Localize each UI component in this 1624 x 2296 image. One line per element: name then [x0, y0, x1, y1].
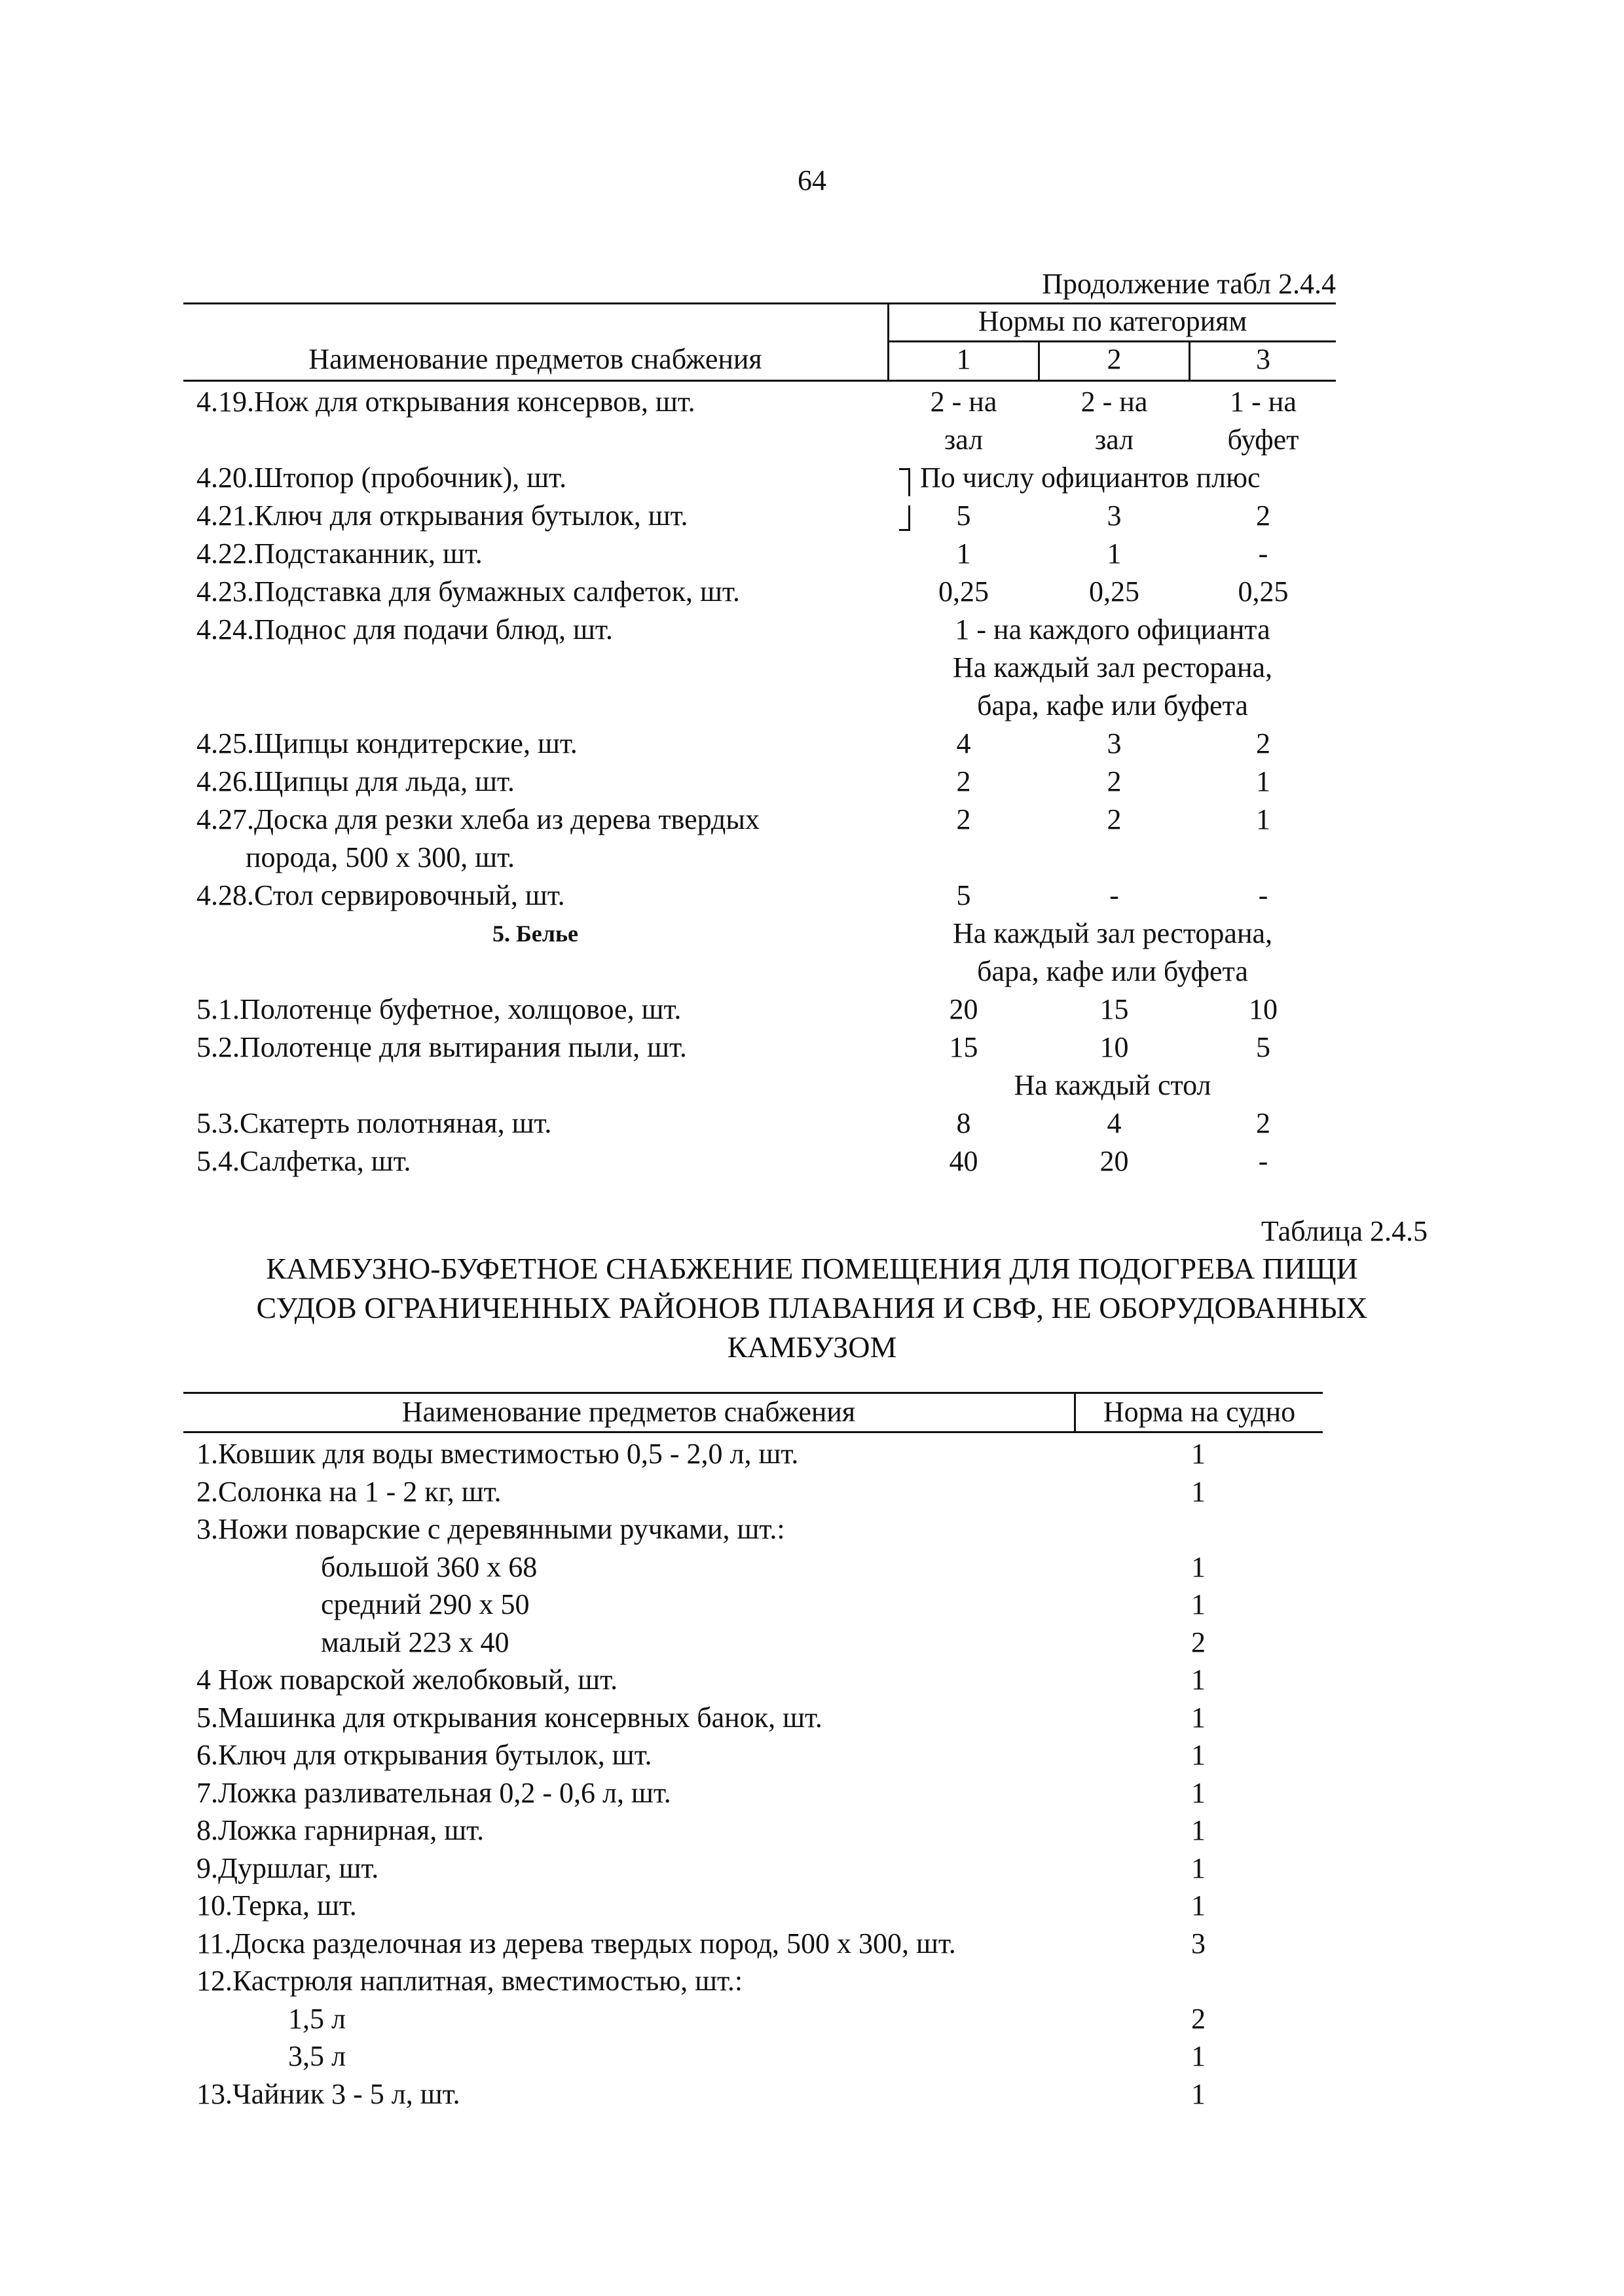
table1-caption: Продолжение табл 2.4.4: [1042, 268, 1336, 300]
table1-header-group: Нормы по категориям: [978, 305, 1247, 337]
table1-row-name: 4.26.Щипцы для льда, шт.: [196, 765, 515, 797]
table2-row-norm: 1: [1191, 1476, 1206, 1508]
page-number: 64: [798, 164, 826, 196]
table1-row-c3: 2: [1256, 727, 1270, 759]
table1-row-name: 4.23.Подставка для бумажных салфеток, шт.: [196, 575, 740, 608]
table2-header-norm: Норма на судно: [1103, 1396, 1296, 1428]
table2-row-name: 12.Кастрюля наплитная, вместимостью, шт.:: [196, 1965, 743, 1997]
table1-row-name: 4.27.Доска для резки хлеба из дерева твердых: [196, 803, 760, 835]
table1-row-span: По числу официантов плюс: [920, 462, 1261, 494]
table1-row-c3: 10: [1249, 993, 1278, 1025]
table1-row-c2: -: [1109, 879, 1119, 911]
table1-row-c2: зал: [1094, 424, 1134, 456]
table2-header-bottom-rule: [183, 1431, 1323, 1433]
table1-row-name: 4.25.Щипцы кондитерские, шт.: [196, 727, 578, 759]
table1-row-c1: зал: [944, 424, 984, 456]
table2-row-name: 13.Чайник 3 - 5 л, шт.: [196, 2078, 460, 2110]
table2-row-name: 2.Солонка на 1 - 2 кг, шт.: [196, 1476, 502, 1508]
table2-row-norm: 1: [1191, 1702, 1206, 1734]
table1-row-name: 4.28.Стол сервировочный, шт.: [196, 879, 565, 911]
table1-row-c1: 5: [956, 500, 971, 532]
table1-row-c3: -: [1258, 538, 1268, 570]
table1-row-c1: 0,25: [938, 575, 989, 608]
table1-row-span: На каждый стол: [1014, 1069, 1211, 1101]
table1-row-name: 5.2.Полотенце для вытирания пыли, шт.: [196, 1031, 687, 1063]
table1-row-name: 5.1.Полотенце буфетное, холщовое, шт.: [196, 993, 682, 1025]
table1-row-c3: буфет: [1227, 424, 1299, 456]
table1-row-name: 4.20.Штопор (пробочник), шт.: [196, 462, 567, 494]
table1-row-c2: 15: [1099, 993, 1129, 1025]
table2-row-name: 5.Машинка для открывания консервных банок, шт.: [196, 1702, 822, 1734]
table2-row-name: 1.Ковшик для воды вместимостью 0,5 - 2,0 л, шт.: [196, 1438, 799, 1470]
table2-row-name: малый 223 х 40: [321, 1626, 509, 1658]
table1-row-name: 5.3.Скатерть полотняная, шт.: [196, 1107, 552, 1139]
table1-row-c3: 2: [1256, 1107, 1270, 1139]
table1-row-span: бара, кафе или буфета: [977, 689, 1248, 721]
table2-row-name: 10.Терка, шт.: [196, 1889, 357, 1922]
table1-row-c3: 1: [1256, 765, 1270, 797]
table2-title-line-3: КАМБУЗОМ: [727, 1330, 897, 1364]
table2-row-norm: 1: [1191, 1664, 1206, 1696]
table2-row-name: большой 360 х 68: [321, 1551, 538, 1583]
table1-row-name: 4.24.Поднос для подачи блюд, шт.: [196, 613, 613, 646]
table2-row-norm: 1: [1191, 1739, 1206, 1771]
table2-row-name: средний 290 х 50: [321, 1588, 530, 1620]
table2-row-name: 3,5 л: [288, 2040, 346, 2072]
table1-row-c1: 2 - на: [930, 386, 997, 418]
table1-row-c1: 20: [949, 993, 978, 1025]
table1-row-name: 4.21.Ключ для открывания бутылок, шт.: [196, 500, 688, 532]
table2-row-norm: 1: [1191, 2078, 1206, 2110]
bracket-top: [899, 468, 910, 496]
table1-row-c2: 20: [1099, 1145, 1129, 1177]
table1-header-cat1: 1: [956, 343, 971, 375]
table1-row-c3: 2: [1256, 500, 1270, 532]
table1-row-c3: 1 - на: [1230, 386, 1297, 418]
table1-row-c2: 2: [1107, 803, 1122, 835]
table1-row-span: 1 - на каждого официанта: [955, 613, 1270, 646]
table2-row-norm: 1: [1191, 2040, 1206, 2072]
table1-row-c1: 5: [956, 879, 971, 911]
table2-row-name: 6.Ключ для открывания бутылок, шт.: [196, 1739, 652, 1771]
table1-header-cat2: 2: [1107, 343, 1122, 375]
table2-row-norm: 2: [1191, 1626, 1206, 1658]
table1-row-span: На каждый зал ресторана,: [952, 917, 1273, 949]
table1-row-c3: -: [1258, 879, 1268, 911]
table2-row-name: 4 Нож поварской желобковый, шт.: [196, 1664, 618, 1696]
table2-row-norm: 1: [1191, 1551, 1206, 1583]
table1-row-c2: 2 - на: [1080, 386, 1148, 418]
table2-row-name: 11.Доска разделочная из дерева твердых пород, 500 х 300, шт.: [196, 1927, 956, 1959]
table1-row-c1: 4: [956, 727, 971, 759]
table2-row-norm: 1: [1191, 1889, 1206, 1922]
table2-row-norm: 2: [1191, 2003, 1206, 2035]
table1-row-name: 4.19.Нож для открывания консервов, шт.: [196, 386, 695, 418]
table2-row-norm: 1: [1191, 1852, 1206, 1884]
table1-row-name: порода, 500 х 300, шт.: [246, 841, 515, 873]
table1-row-span: На каждый зал ресторана,: [952, 651, 1273, 683]
table1-header-bottom-rule: [183, 380, 1336, 382]
table1-row-c3: 0,25: [1238, 575, 1289, 608]
table1-row-c1: 2: [956, 803, 971, 835]
table1-row-c1: 40: [949, 1145, 978, 1177]
table2-header-name: Наименование предметов снабжения: [401, 1396, 856, 1428]
table2-row-name: 7.Ложка разливательная 0,2 - 0,6 л, шт.: [196, 1777, 671, 1809]
table1-row-c1: 1: [956, 538, 971, 570]
table1-row-c3: 5: [1256, 1031, 1270, 1063]
table1-row-c1: 8: [956, 1107, 971, 1139]
section-heading: 5. Белье: [492, 920, 578, 947]
table1-row-c2: 4: [1107, 1107, 1122, 1139]
table1-row-name: 4.22.Подстаканник, шт.: [196, 538, 483, 570]
table1-row-c2: 10: [1099, 1031, 1129, 1063]
table2-row-name: 3.Ножи поварские с деревянными ручками, шт.:: [196, 1513, 785, 1545]
table1-row-span: бара, кафе или буфета: [977, 955, 1248, 987]
table2-title-line-2: СУДОВ ОГРАНИЧЕННЫХ РАЙОНОВ ПЛАВАНИЯ И СВФ, НЕ ОБОРУДОВАННЫХ: [256, 1291, 1368, 1324]
table2-row-name: 1,5 л: [288, 2003, 346, 2035]
table1-row-c3: -: [1258, 1145, 1268, 1177]
table1-header-cat3: 3: [1256, 343, 1270, 375]
table2-row-name: 8.Ложка гарнирная, шт.: [196, 1814, 485, 1846]
table2-row-norm: 1: [1191, 1814, 1206, 1846]
table2-row-norm: 1: [1191, 1588, 1206, 1620]
table2-row-name: 9.Дуршлаг, шт.: [196, 1852, 379, 1884]
table1-row-c2: 3: [1107, 727, 1122, 759]
table1-header-name: Наименование предметов снабжения: [308, 343, 762, 375]
table1-row-c2: 2: [1107, 765, 1122, 797]
table1-row-c2: 0,25: [1089, 575, 1139, 608]
table1-row-c2: 1: [1107, 538, 1122, 570]
table2-row-norm: 1: [1191, 1777, 1206, 1809]
table1-row-c1: 15: [949, 1031, 978, 1063]
table2-row-norm: 3: [1191, 1927, 1206, 1959]
table2-row-norm: 1: [1191, 1438, 1206, 1470]
table2-caption: Таблица 2.4.5: [1261, 1215, 1428, 1247]
table2-title-line-1: КАМБУЗНО-БУФЕТНОЕ СНАБЖЕНИЕ ПОМЕЩЕНИЯ ДЛЯ ПОДОГРЕВА ПИЩИ: [266, 1252, 1358, 1285]
table1-row-c2: 3: [1107, 500, 1122, 532]
table1-row-name: 5.4.Салфетка, шт.: [196, 1145, 411, 1177]
table1-row-c1: 2: [956, 765, 971, 797]
table1-row-c3: 1: [1256, 803, 1270, 835]
